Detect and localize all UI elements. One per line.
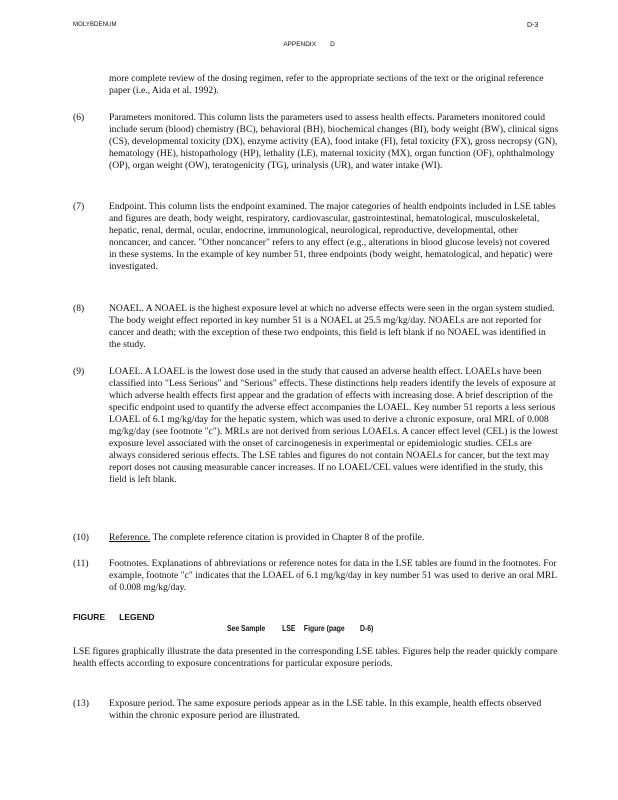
item-number: (10) [73, 532, 89, 543]
item-text: A LOAEL is the lowest dose used in the study that caused an adverse health effect. LOAELs have been classified into "Less Serious" and "Serious" effects. These distinctions help readers identify the levels of exposure at which adverse health effects first appear and the gradation of effects with increasing dose. A brief description of the specific endpoint used to quantify the adverse effect accompanies the LOAEL. Key number 51 reports a less serious LOAEL of 6.1 mg/kg/day for the hepatic system, which was used to derive a chronic exposure, oral MRL of 0.008 mg/kg/day (see footnote "c"). MRLs are not derived from serious LOAELs. A cancer effect level (CEL) is the lowest exposure level associated with the onset of carcinogenesis in experimental or epidemiologic studies. CELs are always considered serious effects. The LSE tables and figures do not contain NOAELs for cancer, but the text may report doses not causing measurable cancer increases. If no LOAEL/CEL values were identified in the study, this field is left blank. [109, 366, 558, 485]
figure-page-text: Figure (page [303, 624, 345, 633]
item-title: Exposure period. [109, 698, 175, 709]
item-title: NOAEL. [109, 303, 144, 314]
appendix-heading [0, 41, 618, 48]
legend-label: LEGEND [119, 612, 155, 622]
figure-legend-heading [73, 612, 155, 622]
lse-figures-paragraph: LSE figures graphically illustrate the data presented in the corresponding LSE tables. Figures help the reader quickly compare health effects according to exposure concentrations for particular exposure periods. [73, 646, 558, 669]
list-item [109, 366, 559, 486]
list-item [109, 201, 559, 273]
item-number: (6) [73, 112, 85, 123]
item-title: Endpoint. [109, 201, 147, 212]
item-number: (13) [73, 698, 89, 709]
item-text: This column lists the endpoint examined. The major categories of health endpoints included in LSE tables and figures are death, body weight, respiratory, cardiovascular, gastrointestinal, hematological, musculoskeletal, hepatic, renal, dermal, ocular, endocrine, immunological, neurological, reproductive, developmental, other noncancer, and cancer. "Other noncancer" refers to any effect (e.g., alterations in blood glucose levels) not covered in these systems. In the example of key number 51, three endpoints (body weight, hematological, and hepatic) were investigated. [109, 201, 556, 272]
list-item [109, 112, 559, 172]
item-title: Reference. [109, 532, 151, 543]
figure-label: FIGURE [73, 612, 106, 622]
see-sample-reference [227, 624, 373, 633]
item-number: (8) [73, 303, 85, 314]
see-sample-text: See Sample [227, 624, 266, 633]
item-number: (11) [73, 558, 89, 569]
item-number: (7) [73, 201, 85, 212]
appendix-letter: D [330, 41, 335, 48]
running-header-title: MOLYBDENUM [73, 22, 117, 28]
item-text: A NOAEL is the highest exposure level at which no adverse effects were seen in the organ system studied. The body weight effect reported in key number 51 is a NOAEL at 25.5 mg/kg/day. NOAELs are not reported for cancer and death; with the exception of these two endpoints, this field is left blank if no NOAEL was identified in the study. [109, 303, 555, 350]
lse-text: LSE [282, 624, 296, 633]
item-text: The complete reference citation is provided in Chapter 8 of the profile. [150, 532, 425, 543]
item-title: LOAEL. [109, 366, 143, 377]
item-text: This column lists the parameters used to assess health effects. Parameters monitored could include serum (blood) chemistry (BC), behavioral (BH), biochemical changes (BI), body weight (BW), clinical signs (CS), developmental toxicity (DX), enzyme activity (EA), food intake (FI), fetal toxicity (FX), gross necropsy (GN), hematology (HE), histopathology (HP), lethality (LE), maternal toxicity (MX), organ function (OF), ophthalmology (OP), organ weight (OW), teratogenicity (TG), urinalysis (UR), and water intake (WI). [109, 112, 559, 171]
item-number: (9) [73, 366, 85, 377]
list-item [109, 532, 559, 544]
appendix-label: APPENDIX [283, 41, 317, 48]
list-item [109, 303, 559, 351]
item-text: The same exposure periods appear as in the LSE table. In this example, health effects observed within the chronic exposure period are illustrated. [109, 698, 542, 721]
running-header-page-number: D-3 [527, 22, 539, 29]
item-title: Footnotes. [109, 558, 150, 569]
item-text: Explanations of abbreviations or reference notes for data in the LSE tables are found in the footnotes. For example, footnote "c" indicates that the LOAEL of 6.1 mg/kg/day in key number 51 was used to derive an oral MRL of 0.008 mg/kg/day. [109, 558, 557, 593]
list-item [109, 698, 559, 722]
item-title: Parameters monitored. [109, 112, 196, 123]
page-ref: D-6) [360, 624, 374, 633]
intro-paragraph: more complete review of the dosing regimen, refer to the appropriate sections of the text or the original reference paper (i.e., Aida et al. 1992). [109, 73, 544, 96]
list-item [109, 558, 559, 594]
